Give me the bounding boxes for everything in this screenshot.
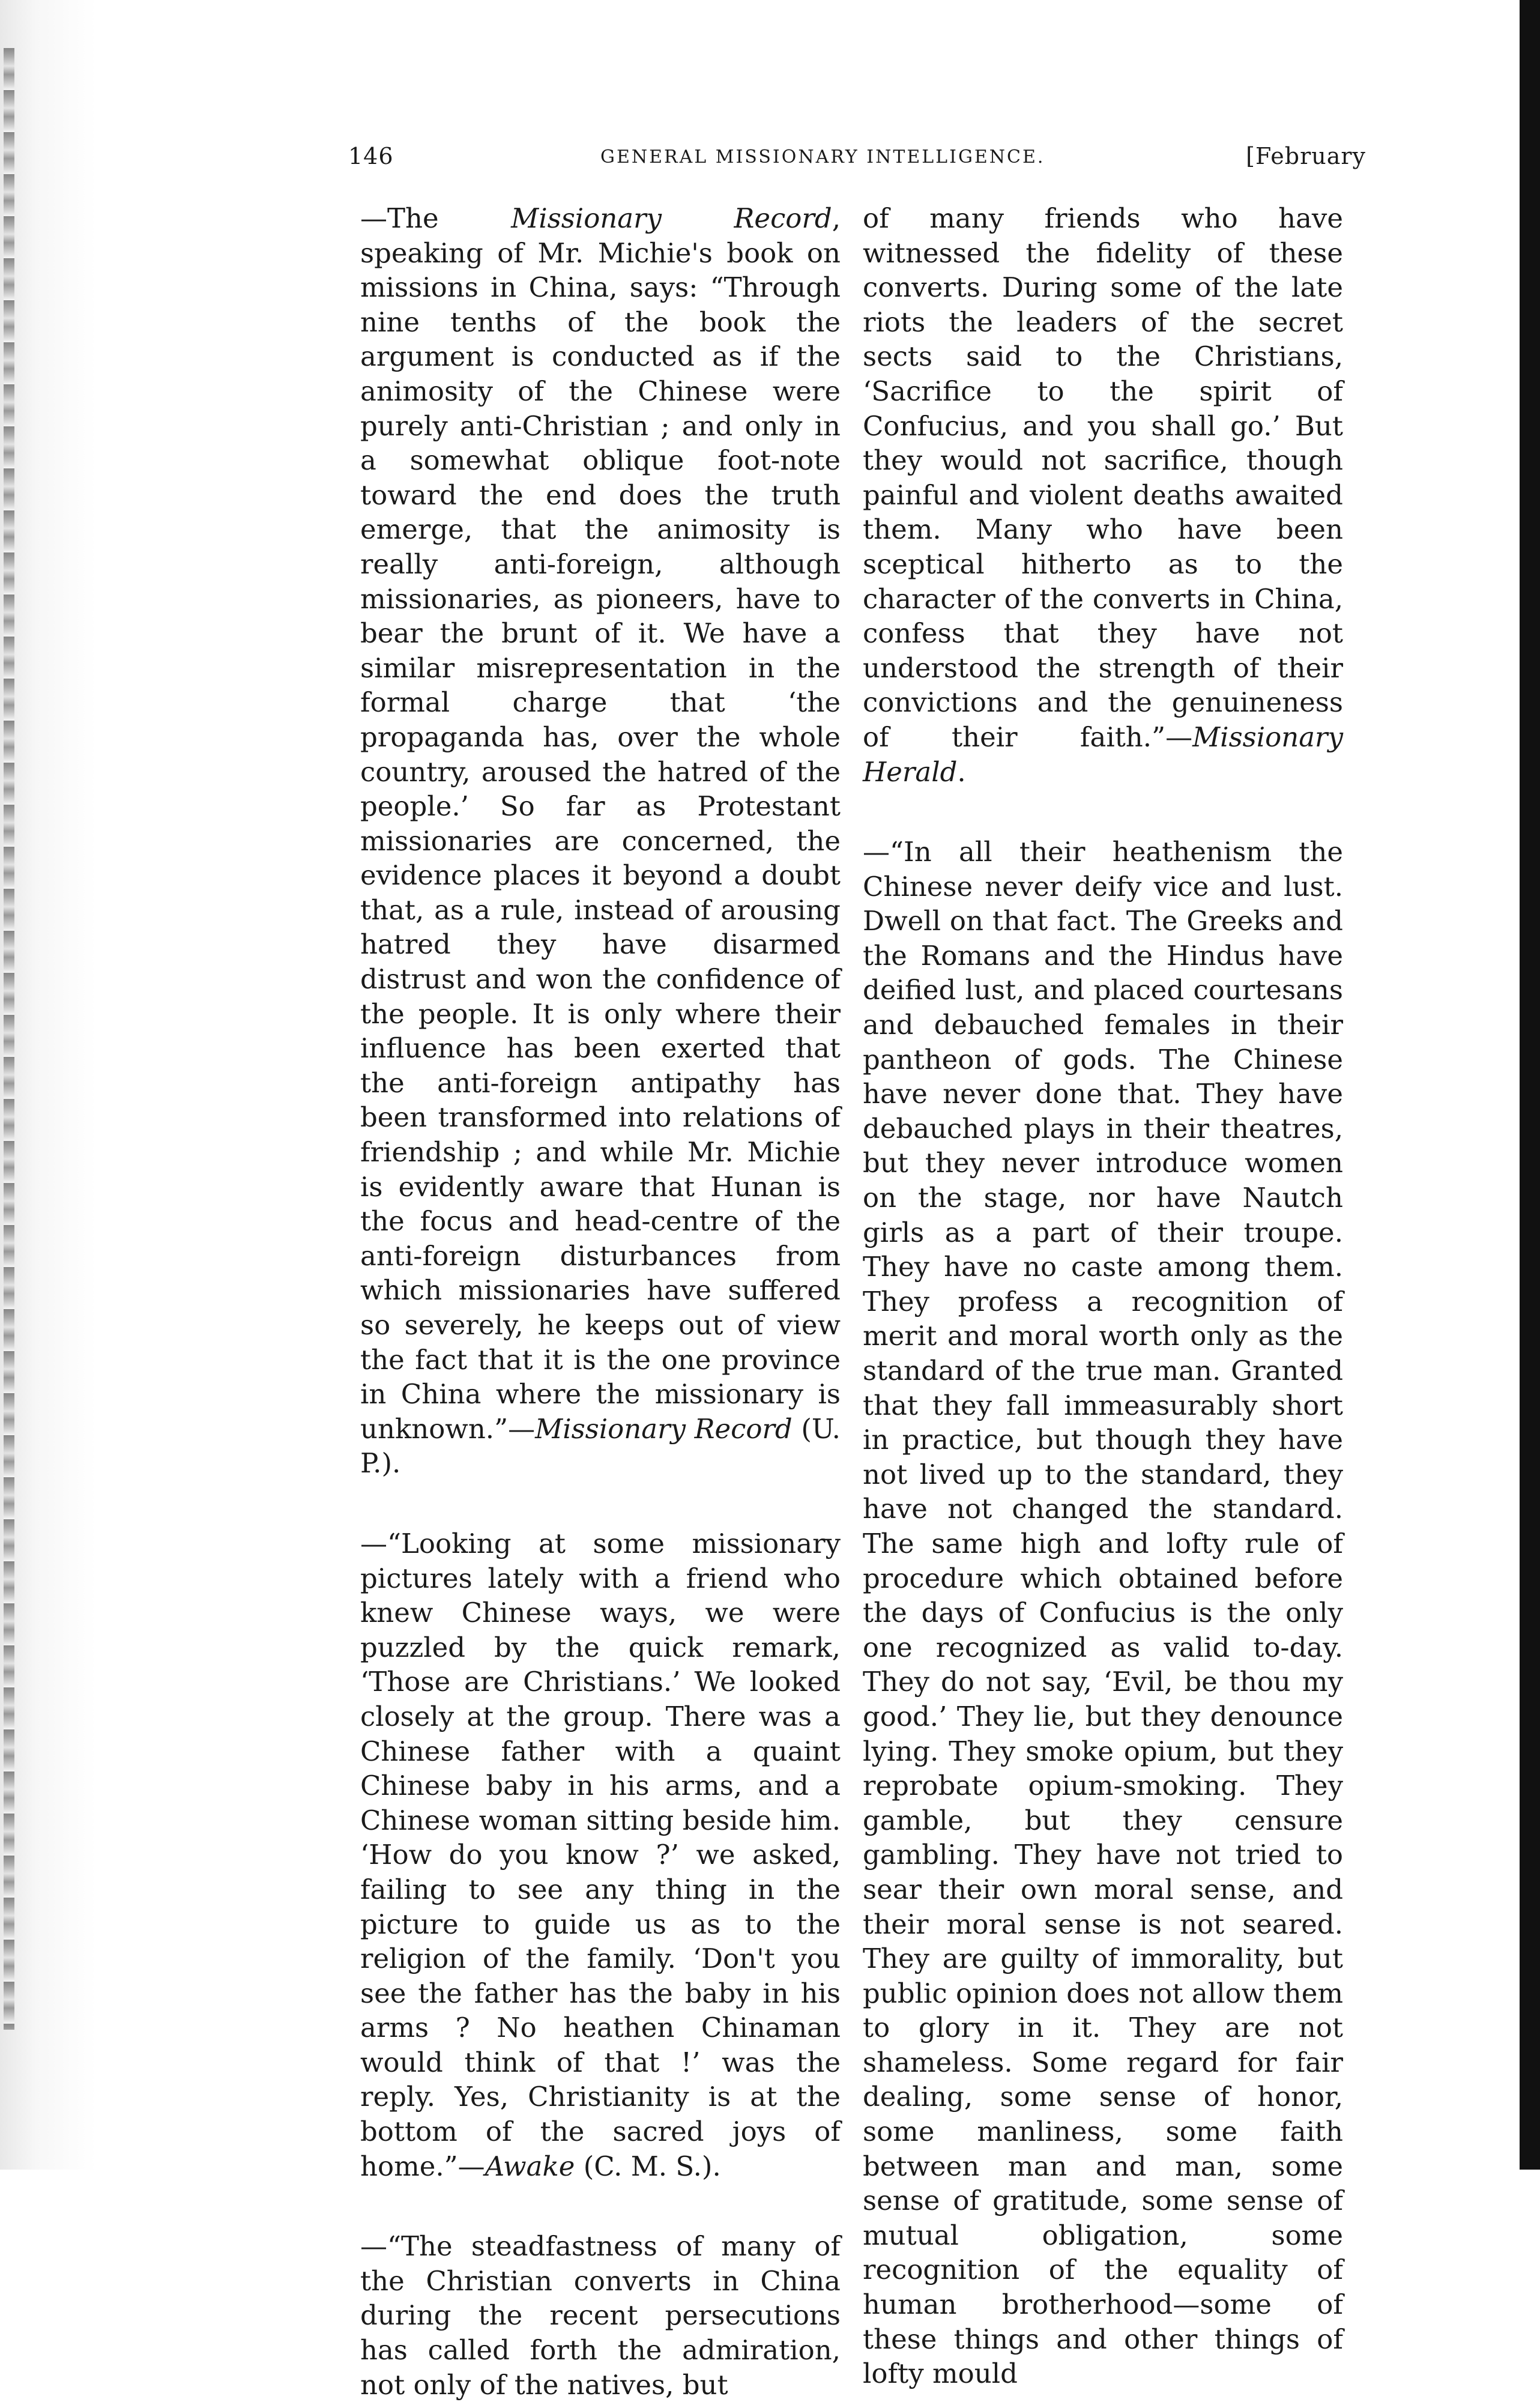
paragraph-heathenism — [863, 835, 1343, 2391]
page-header — [348, 143, 1366, 185]
running-title: GENERAL MISSIONARY INTELLIGENCE. — [600, 147, 1045, 168]
paragraph-steadfastness-continued — [863, 201, 1343, 789]
right-column — [863, 201, 1343, 2391]
paragraph-gap — [863, 789, 1343, 835]
month-label: [February — [1246, 143, 1366, 169]
paragraph-text: —“In all their heathenism the Chinese never deify vice and lust. Dwell on that fact. The Greeks and the Romans and the Hindus have deified lust, and placed courtesans and debauched females in their pantheon of gods. The Chinese have never done that. They have debauched plays in their theatres, but they never introduce women on the stage, nor have Nautch girls as a part of their troupe. They have no caste among them. They profess a recognition of merit and moral worth only as the standard of the true man. Granted that they fall immeasurably short in practice, but though they have not lived up to the standard, they have not changed the standard. The same high and lofty rule of procedure which obtained before the days of Confucius is the only one recognized as valid to-day. They do not say, ‘Evil, be thou my good.’ They lie, but they denounce lying. They smoke opium, but they reprobate opium-smoking. They gamble, but they censure gambling. They have not tried to sear their own moral sense, and their moral sense is not seared. They are guilty of immorality, but public opinion does not allow them to glory in it. They are not shameless. Some regard for fair dealing, some sense of honor, some manliness, some faith between man and man, some sense of gratitude, some sense of mutual obligation, some recognition of the equality of human brotherhood—some of these things and other things of lofty mould — [863, 836, 1343, 2390]
paragraph-gap — [360, 2183, 841, 2229]
scan-edge-right — [1520, 0, 1540, 2170]
page-number: 146 — [348, 143, 394, 169]
paragraph-gap — [360, 1481, 841, 1526]
paragraph-text: —“The steadfastness of many of the Christian converts in China during the recent persecutions has called forth the admiration, not only of the natives, but — [360, 2230, 841, 2401]
source-citation: Missionary Herald — [863, 721, 1343, 788]
source-suffix: (U. P.). — [360, 1412, 841, 1480]
paragraph-missionary-pictures — [360, 1526, 841, 2183]
paragraph-steadfastness — [360, 2229, 841, 2402]
paragraph-text: —“Looking at some missionary pictures lately with a friend who knew Chinese ways, we were puzzled by the quick remark, ‘Those are Christians.’ We looked closely at the group. There was a Chinese father with a quaint Chinese baby in his arms, and a Chinese woman sitting beside him. ‘How do you know ?’ we asked, failing to see any thing in the picture to guide us as to the religion of the family. ‘Don't you see the father has the baby in his arms ? No heathen Chinaman would think of that !’ was the reply. Yes, Christianity is at the bottom of the sacred joys of home.”— — [360, 1527, 841, 2182]
left-column — [360, 201, 841, 2402]
source-suffix: . — [957, 755, 966, 788]
source-citation: Missionary Record — [535, 1412, 793, 1445]
paragraph-missionary-record — [360, 201, 841, 1481]
publication-title: Missionary Record — [511, 202, 832, 234]
paragraph-text: , speaking of Mr. Michie's book on missions in China, says: “Through nine tenths of the book the argument is conducted as if the animosity of the Chinese were purely anti-Christian ; and only in a somewhat oblique foot-note toward the end does the truth emerge, that the animosity is really anti-foreign, although missionaries, as pioneers, have to bear the brunt of it. We have a similar misrepresentation in the formal charge that ‘the propaganda has, over the whole country, aroused the hatred of the people.’ So far as Protestant missionaries are concerned, the evidence places it beyond a doubt that, as a rule, instead of arousing hatred they have disarmed distrust and won the confidence of the people. It is only where their influence has been exerted that the anti-foreign antipathy has been transformed into relations of friendship ; and while Mr. Michie is evidently aware that Hunan is the focus and head-centre of the anti-foreign disturbances from which missionaries have suffered so severely, he keeps out of view the fact that it is the one province in China where the missionary is unknown.”— — [360, 202, 841, 1445]
paragraph-text: of many friends who have witnessed the fidelity of these converts. During some of the late riots the leaders of the secret sects said to the Christians, ‘Sacrifice to the spirit of Confucius, and you shall go.’ But they would not sacrifice, though painful and violent deaths awaited them. Many who have been sceptical hitherto as to the character of the converts in China, confess that they have not understood the strength of their convictions and the genuineness of their faith.”— — [863, 202, 1343, 753]
source-suffix: (C. M. S.). — [575, 2150, 721, 2182]
scan-edge-left — [0, 0, 96, 2170]
source-citation: Awake — [485, 2150, 575, 2182]
dash: —The — [360, 202, 512, 234]
